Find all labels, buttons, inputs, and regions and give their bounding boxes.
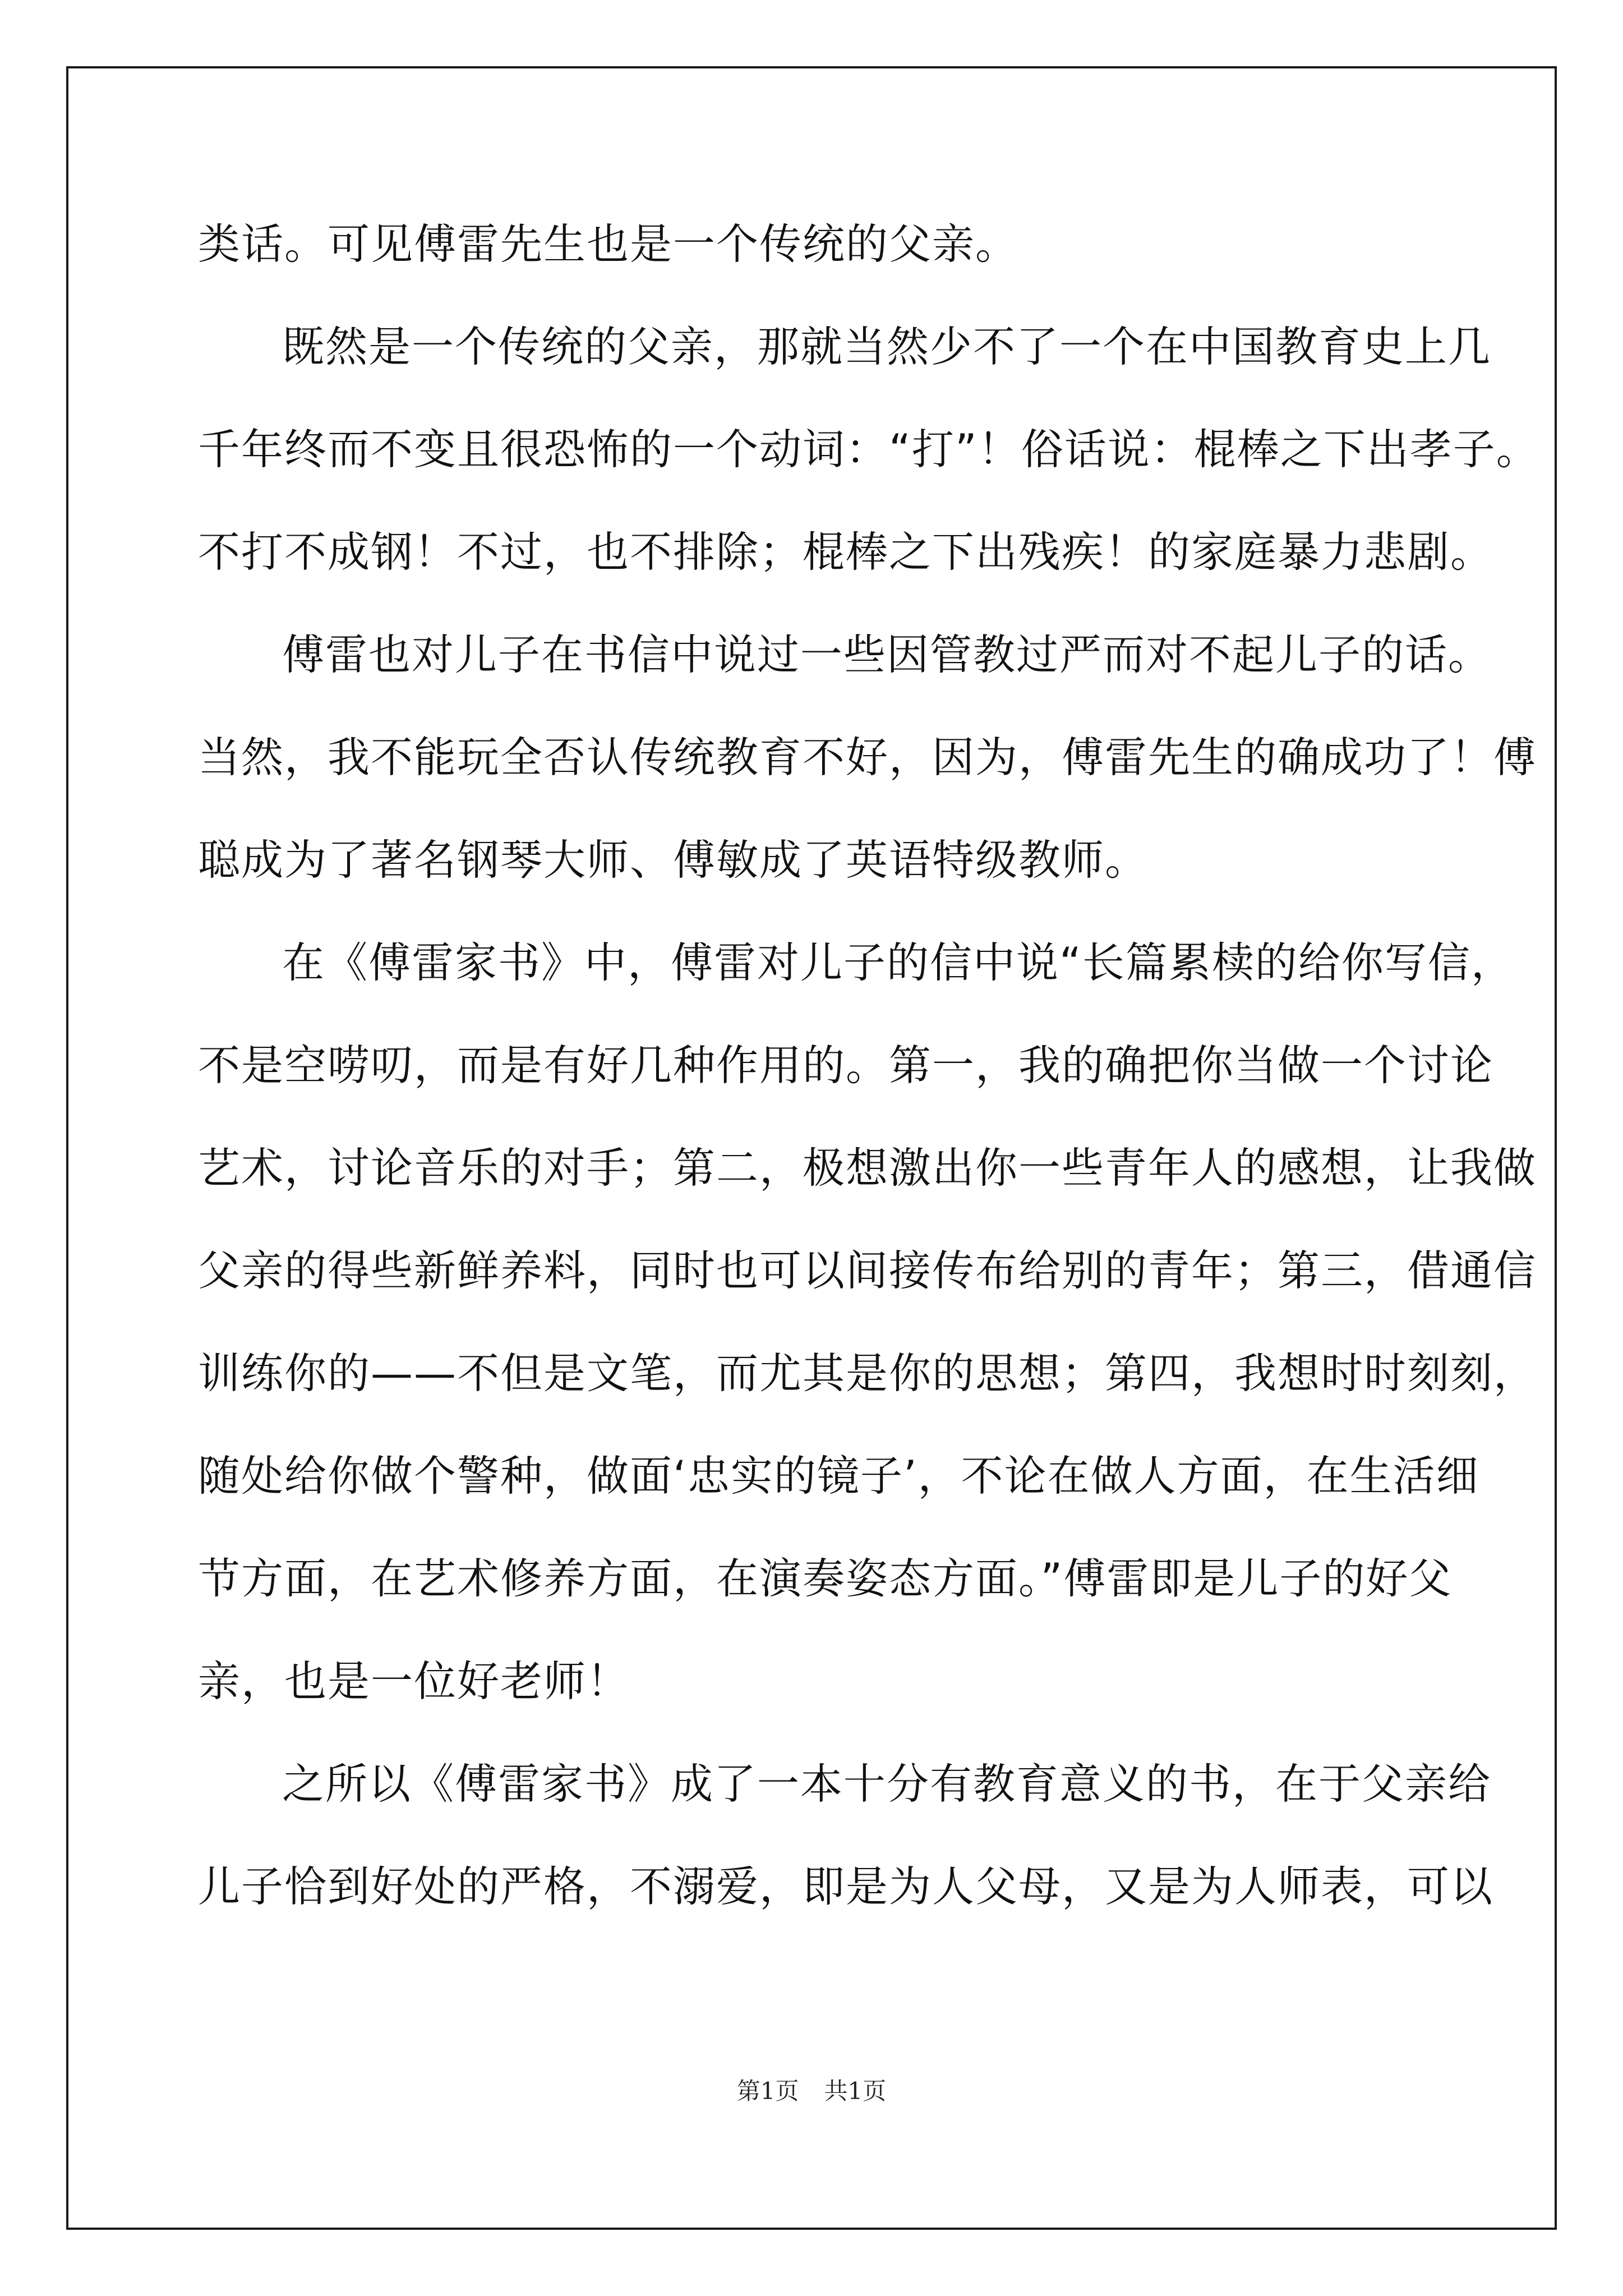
body-text bbox=[198, 208, 1539, 1953]
page-total: 共1页 bbox=[824, 2077, 887, 2105]
text-line: 在《傅雷家书》中，傅雷对儿子的信中说“长篇累椟的给你写信， bbox=[282, 938, 1514, 987]
page-footer bbox=[0, 2074, 1623, 2108]
text-line: 父亲的得些新鲜养料，同时也可以间接传布给别的青年；第三，借通信 bbox=[198, 1246, 1537, 1295]
page-number: 第1页 bbox=[736, 2077, 799, 2105]
text-line: 当然，我不能玩全否认传统教育不好，因为，傅雷先生的确成功了！傅 bbox=[198, 733, 1537, 782]
text-line: 类话。可见傅雷先生也是一个传统的父亲。 bbox=[198, 219, 1019, 269]
text-line: 儿子恰到好处的严格，不溺爱，即是为人父母，又是为人师表，可以 bbox=[198, 1862, 1494, 1911]
text-line: 节方面，在艺术修养方面，在演奏姿态方面。”傅雷即是儿子的好父 bbox=[198, 1554, 1453, 1603]
text-line: 训练你的——不但是文笔，而尤其是你的思想；第四，我想时时刻刻， bbox=[198, 1349, 1537, 1398]
text-line: 傅雷也对儿子在书信中说过一些因管教过严而对不起儿子的话。 bbox=[282, 630, 1492, 679]
text-line: 亲，也是一位好老师！ bbox=[198, 1657, 630, 1706]
text-line: 不是空唠叨，而是有好几种作用的。第一，我的确把你当做一个讨论 bbox=[198, 1041, 1494, 1090]
text-line: 千年终而不变且很恐怖的一个动词：“打”！俗话说：棍棒之下出孝子。 bbox=[198, 425, 1539, 474]
text-line: 艺术，讨论音乐的对手；第二，极想激出你一些青年人的感想，让我做 bbox=[198, 1143, 1537, 1193]
text-line: 既然是一个传统的父亲，那就当然少不了一个在中国教育史上几 bbox=[282, 322, 1492, 371]
text-line: 之所以《傅雷家书》成了一本十分有教育意义的书，在于父亲给 bbox=[282, 1759, 1492, 1809]
text-line: 不打不成钢！不过，也不排除；棍棒之下出残疾！的家庭暴力悲剧。 bbox=[198, 527, 1494, 577]
text-line: 随处给你做个警种，做面‘忠实的镜子’，不论在做人方面，在生活细 bbox=[198, 1451, 1479, 1501]
text-line: 聪成为了著名钢琴大师、傅敏成了英语特级教师。 bbox=[198, 835, 1149, 885]
